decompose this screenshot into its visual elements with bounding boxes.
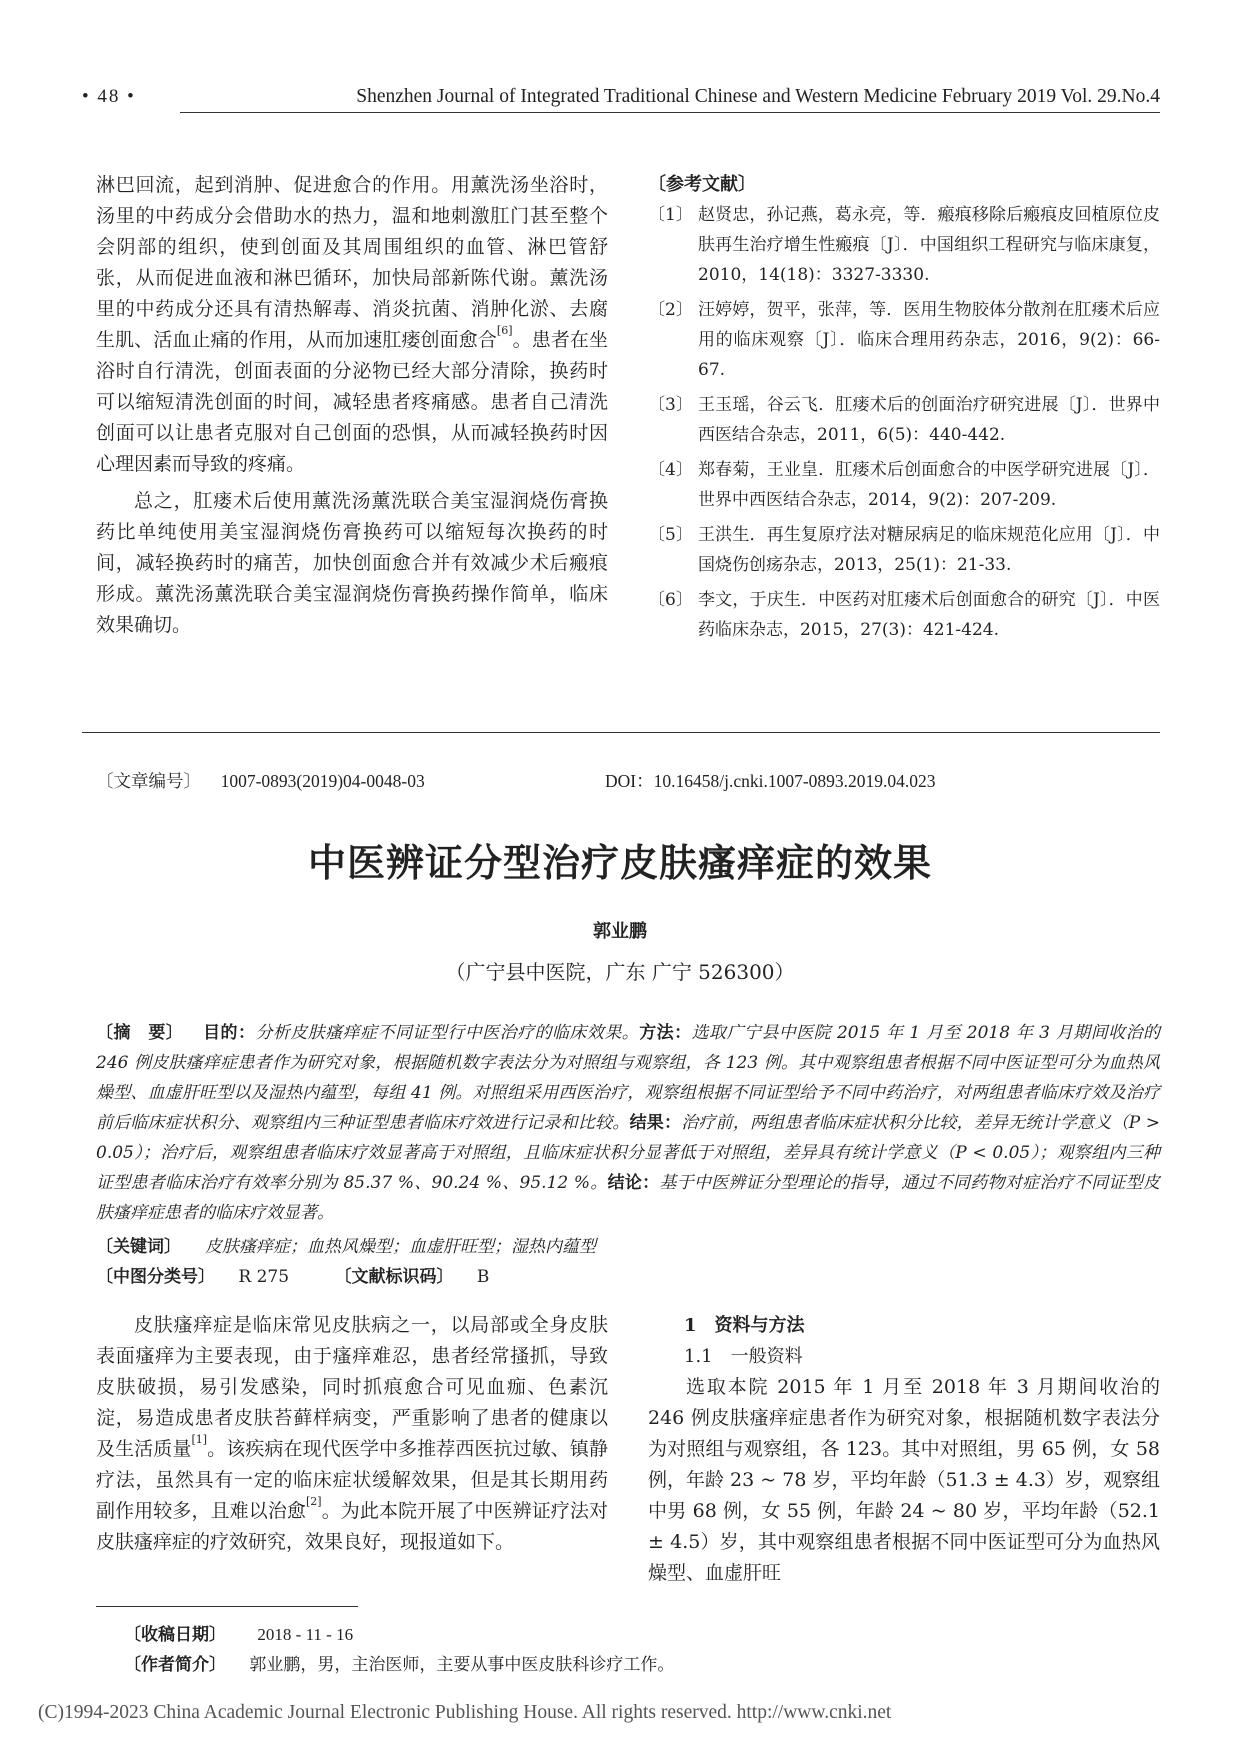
article-title: 中医辨证分型治疗皮肤瘙痒症的效果 (307, 841, 932, 885)
references-list (648, 200, 1160, 650)
doc-code-value: B (476, 1267, 490, 1287)
affiliation: （广宁县中医院，广东 广宁 526300） (445, 960, 795, 984)
prev-paragraph (96, 170, 608, 480)
references-title: 〔参考文献〕 (648, 174, 756, 195)
reference-text: 汪婷婷，贺平，张萍，等．医用生物胶体分散剂在肛瘘术后应用的临床观察〔J〕．临床合理用药杂志，2016，9(2)：66-67. (698, 300, 1160, 380)
doi-label: DOI： (605, 771, 654, 791)
method-text: 选取广宁县中医院 2015 年 1 月至 2018 年 3 月期间收治的 246 例皮肤瘙痒症患者作为研究对象，根据随机数字表法分为对照组与观察组，各 123 例。其中观察组患者根据不同中医证型可分为血热风燥型、血虚肝旺型以及湿热内蕴型，每组 41 例。对照组采用西医治疗，观察组根据不同证型给予不同中药治疗，对两组患者临床疗效及治疗前后临床症状积分、观察组内三种证型患者临床疗效进行记录和比较。 (96, 1023, 1161, 1133)
reference-item (648, 200, 1160, 290)
doc-code-label: 〔文献标识码〕 (334, 1267, 454, 1287)
article-number-value: 1007-0893(2019)04-0048-03 (220, 771, 425, 791)
received-label: 〔收稿日期〕 (124, 1625, 226, 1645)
intro-text: 。该疾病在现代医学中多推荐西医抗过敏、镇静疗法，虽然具有一定的临床症状缓解效果，但是其长期用药副作用较多，且难以治愈 (96, 1438, 608, 1522)
result-text: 治疗前，两组患者临床症状积分比较，差异无统计学意义（P > 0.05）；治疗后，观察组患者临床疗效显著高于对照组，且临床症状积分显著低于对照组，差异具有统计学意义（P < 0.05）；观察组内三种证型患者临床治疗有效率分别为 85.37 %、90.24 %、95.12 %。 (96, 1113, 1161, 1193)
abstract-label: 〔摘 要〕 (96, 1023, 184, 1043)
prev-paragraph-text: 。患者在坐浴时自行清洗，创面表面的分泌物已经大部分清除，换药时可以缩短清洗创面的时间，减轻患者疼痛感。患者自己清洗创面可以让患者克服对自己创面的恐惧，从而减轻换药时因心理因素而导致的疼痛。 (96, 329, 608, 475)
journal-header: Shenzhen Journal of Integrated Traditional Chinese and Western Medicine February 2019 Vol. 29.No.4 (356, 86, 1160, 107)
prev-paragraph-text: 淋巴回流，起到消肿、促进愈合的作用。用薰洗汤坐浴时，汤里的中药成分会借助水的热力，温和地刺激肛门甚至整个会阴部的组织，使到创面及其周围组织的血管、淋巴管舒张，从而促进血液和淋巴循环，加快局部新陈代谢。薰洗汤里的中药成分还具有清热解毒、消炎抗菌、消肿化淤、去腐生肌、活血止痛的作用，从而加速肛瘘创面愈合 (96, 174, 608, 351)
citation: [6] (496, 324, 513, 337)
prev-article-body (96, 170, 608, 641)
reference-number: 〔1〕 (648, 205, 693, 225)
conclusion-label: 结论： (607, 1173, 660, 1193)
keywords-text: 皮肤瘙痒症；血热风燥型；血虚肝旺型；湿热内蕴型 (205, 1237, 596, 1257)
reference-item (648, 585, 1160, 645)
copyright-footer: (C)1994-2023 China Academic Journal Electronic Publishing House. All rights reserved. http://www.cnki.net (38, 1702, 892, 1723)
reference-number: 〔4〕 (648, 460, 693, 480)
subsection-heading: 1.1 一般资料 (684, 1346, 803, 1367)
article-separator (82, 732, 1160, 733)
reference-number: 〔3〕 (648, 395, 693, 415)
reference-text: 郑春菊，王业皇．肛瘘术后创面愈合的中医学研究进展〔J〕．世界中西医结合杂志，2014，9(2)：207-209. (698, 460, 1160, 510)
author-name: 郭业鹏 (593, 921, 647, 942)
keywords-label: 〔关键词〕 (96, 1237, 181, 1257)
article-number-label: 〔文章编号〕 (96, 772, 201, 792)
reference-text: 李文，于庆生．中医药对肛瘘术后创面愈合的研究〔J〕．中医药临床杂志，2015，27(3)：421-424. (698, 590, 1160, 640)
conclusion-text: 基于中医辨证分型理论的指导，通过不同药物对症治疗不同证型皮肤瘙痒症患者的临床疗效显著。 (96, 1173, 1161, 1223)
intro-text: 。为此本院开展了中医辨证疗法对皮肤瘙痒症的疗效研究，效果良好，现报道如下。 (96, 1500, 608, 1553)
reference-text: 王洪生．再生复原疗法对糖尿病足的临床规范化应用〔J〕．中国烧伤创疡杂志，2013，25(1)：21-33. (698, 525, 1160, 575)
citation: [2] (306, 1495, 322, 1508)
received-date (124, 1620, 353, 1645)
clc-label: 〔中图分类号〕 (96, 1267, 215, 1287)
page-number: • 48 • (82, 86, 136, 107)
intro-paragraph (96, 1310, 608, 1558)
author-bio-text: 郭业鹏，男，主治医师，主要从事中医皮肤科诊疗工作。 (249, 1655, 675, 1675)
method-label: 方法： (639, 1023, 692, 1043)
reference-item (648, 455, 1160, 515)
reference-number: 〔2〕 (648, 300, 693, 320)
doi (605, 768, 936, 793)
citation: [1] (191, 1433, 208, 1446)
methods-column (648, 1310, 1160, 1589)
reference-number: 〔6〕 (648, 590, 693, 610)
intro-text: 皮肤瘙痒症是临床常见皮肤病之一，以局部或全身皮肤表面瘙痒为主要表现，由于瘙痒难忍，患者经常搔抓，导致皮肤破损，易引发感染，同时抓痕愈合可见血痂、色素沉淀，易造成患者皮肤苔藓样病变，严重影响了患者的健康以及生活质量 (96, 1314, 608, 1460)
result-label: 结果： (629, 1113, 682, 1133)
author-bio (124, 1650, 674, 1675)
keywords (96, 1232, 1160, 1262)
reference-text: 赵贤忠，孙记燕，葛永亮，等．瘢痕移除后瘢痕皮回植原位皮肤再生治疗增生性瘢痕〔J〕．中国组织工程研究与临床康复，2010，14(18)：3327-3330. (698, 205, 1160, 285)
reference-item (648, 390, 1160, 450)
header-rule (180, 112, 1160, 113)
doi-value: 10.16458/j.cnki.1007-0893.2019.04.023 (653, 771, 936, 791)
prev-paragraph: 总之，肛瘘术后使用薰洗汤薰洗联合美宝湿润烧伤膏换药比单纯使用美宝湿润烧伤膏换药可以缩短每次换药的时间，减轻换药时的痛苦，加快创面愈合并有效减少术后瘢痕形成。薰洗汤薰洗联合美宝湿润烧伤膏换药操作简单，临床效果确切。 (96, 490, 608, 636)
author-bio-label: 〔作者简介〕 (124, 1655, 226, 1675)
reference-item (648, 295, 1160, 385)
clc-value: R 275 (238, 1267, 290, 1287)
reference-text: 王玉瑶，谷云飞．肛瘘术后的创面治疗研究进展〔J〕．世界中西医结合杂志，2011，6(5)：440-442. (698, 395, 1160, 445)
objective-text: 分析皮肤瘙痒症不同证型行中医治疗的临床效果。 (255, 1023, 640, 1043)
reference-item (648, 520, 1160, 580)
received-value: 2018 - 11 - 16 (257, 1625, 354, 1644)
section-heading: 1 资料与方法 (684, 1315, 805, 1336)
abstract (96, 1018, 1160, 1228)
footnote-rule (96, 1606, 358, 1607)
article-number (96, 768, 425, 793)
intro-column (96, 1310, 608, 1558)
classification (96, 1262, 1160, 1292)
objective-label: 目的： (203, 1023, 256, 1043)
reference-number: 〔5〕 (648, 525, 693, 545)
methods-paragraph: 选取本院 2015 年 1 月至 2018 年 3 月期间收治的 246 例皮肤瘙痒症患者作为研究对象，根据随机数字表法分为对照组与观察组，各 123。其中对照组，男 65 例，女 58 例，年龄 23 ~ 78 岁，平均年龄（51.3 ± 4.3）岁，观察组中男 68 例，女 55 例，年龄 24 ~ 80 岁，平均年龄（52.1 ± 4.5）岁，其中观察组患者根据不同中医证型可分为血热风燥型、血虚肝旺 (648, 1376, 1160, 1584)
